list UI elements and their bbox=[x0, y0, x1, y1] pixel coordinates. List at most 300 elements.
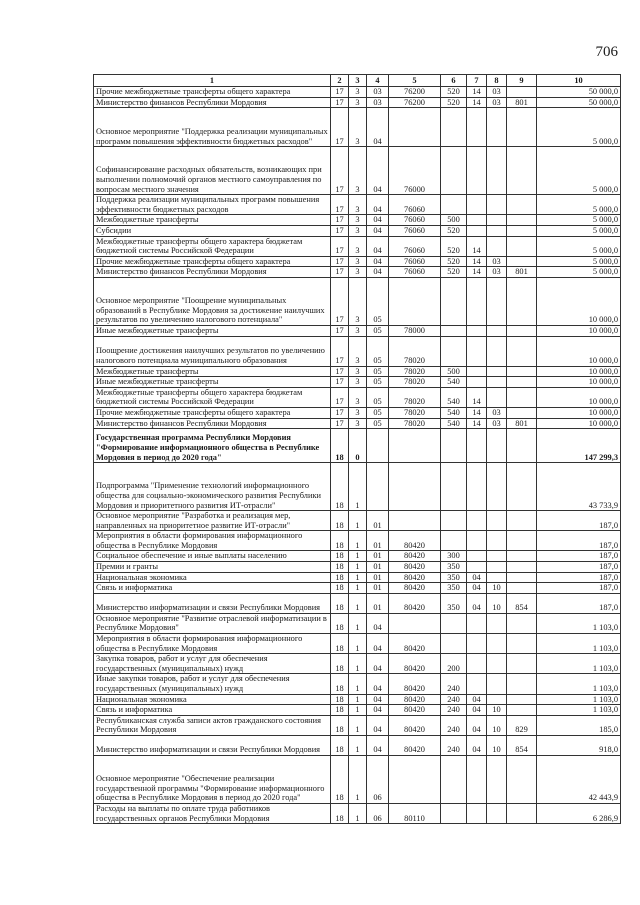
column-header-grp: 2 bbox=[331, 75, 349, 87]
cell-exp-type: 520 bbox=[441, 267, 467, 278]
cell-name: Министерство финансов Республики Мордовия bbox=[94, 97, 331, 108]
cell-grp: 18 bbox=[331, 715, 349, 735]
cell-subsection bbox=[487, 755, 507, 803]
cell-sub: 3 bbox=[349, 418, 367, 429]
cell-event: 04 bbox=[367, 715, 389, 735]
cell-event: 03 bbox=[367, 87, 389, 98]
cell-grp: 18 bbox=[331, 511, 349, 531]
table-row bbox=[94, 562, 621, 573]
cell-direction: 76000 bbox=[389, 147, 441, 195]
cell-exp-type bbox=[441, 634, 467, 654]
cell-grp: 17 bbox=[331, 87, 349, 98]
cell-exp-type: 540 bbox=[441, 418, 467, 429]
table-row bbox=[94, 215, 621, 226]
cell-section bbox=[467, 325, 487, 336]
table-row bbox=[94, 267, 621, 278]
cell-ministry: 801 bbox=[507, 97, 537, 108]
cell-subsection bbox=[487, 377, 507, 388]
cell-ministry bbox=[507, 256, 537, 267]
cell-event: 06 bbox=[367, 803, 389, 823]
cell-exp-type: 350 bbox=[441, 562, 467, 573]
cell-event: 05 bbox=[367, 387, 389, 407]
cell-ministry bbox=[507, 366, 537, 377]
cell-sub: 1 bbox=[349, 694, 367, 705]
cell-event: 05 bbox=[367, 336, 389, 366]
cell-direction: 80420 bbox=[389, 705, 441, 716]
table-row bbox=[94, 195, 621, 215]
cell-subsection bbox=[487, 387, 507, 407]
table-row bbox=[94, 377, 621, 388]
cell-event: 05 bbox=[367, 407, 389, 418]
cell-ministry bbox=[507, 572, 537, 583]
cell-amount: 10 000,0 bbox=[537, 377, 621, 388]
cell-subsection bbox=[487, 613, 507, 633]
cell-sub: 3 bbox=[349, 225, 367, 236]
cell-ministry bbox=[507, 325, 537, 336]
cell-sub: 1 bbox=[349, 593, 367, 613]
cell-subsection: 03 bbox=[487, 87, 507, 98]
cell-sub: 0 bbox=[349, 429, 367, 463]
cell-grp: 18 bbox=[331, 429, 349, 463]
cell-amount: 187,0 bbox=[537, 593, 621, 613]
cell-ministry bbox=[507, 215, 537, 226]
cell-section bbox=[467, 531, 487, 551]
cell-ministry bbox=[507, 429, 537, 463]
cell-name: Основное мероприятие "Поддержка реализации муниципальных программ повышения эффективности бюджетных расходов" bbox=[94, 108, 331, 147]
cell-name: Межбюджетные трансферты общего характера бюджетам бюджетной системы Российской Федерации bbox=[94, 236, 331, 256]
cell-amount: 43 733,9 bbox=[537, 463, 621, 511]
cell-section: 04 bbox=[467, 593, 487, 613]
cell-section bbox=[467, 463, 487, 511]
cell-grp: 17 bbox=[331, 325, 349, 336]
cell-sub: 3 bbox=[349, 147, 367, 195]
cell-exp-type: 350 bbox=[441, 593, 467, 613]
cell-subsection bbox=[487, 634, 507, 654]
cell-section bbox=[467, 803, 487, 823]
cell-direction: 80420 bbox=[389, 715, 441, 735]
cell-exp-type: 540 bbox=[441, 387, 467, 407]
cell-grp: 17 bbox=[331, 267, 349, 278]
cell-grp: 17 bbox=[331, 256, 349, 267]
table-row bbox=[94, 705, 621, 716]
cell-sub: 3 bbox=[349, 407, 367, 418]
cell-subsection bbox=[487, 108, 507, 147]
cell-subsection: 10 bbox=[487, 735, 507, 755]
table-row bbox=[94, 256, 621, 267]
cell-direction: 76060 bbox=[389, 225, 441, 236]
cell-ministry bbox=[507, 377, 537, 388]
cell-section: 14 bbox=[467, 407, 487, 418]
cell-section: 14 bbox=[467, 418, 487, 429]
table-row bbox=[94, 97, 621, 108]
table-row bbox=[94, 755, 621, 803]
cell-name: Иные межбюджетные трансферты bbox=[94, 377, 331, 388]
cell-event: 04 bbox=[367, 225, 389, 236]
cell-event: 03 bbox=[367, 97, 389, 108]
cell-subsection bbox=[487, 463, 507, 511]
cell-section bbox=[467, 195, 487, 215]
column-header-exp-type: 6 bbox=[441, 75, 467, 87]
cell-amount: 10 000,0 bbox=[537, 325, 621, 336]
cell-name: Софинансирование расходных обязательств, возникающих при выполнении полномочий органов местного самоуправления по вопросам местного значения bbox=[94, 147, 331, 195]
cell-name: Основное мероприятие "Обеспечение реализации государственной программы "Формирование информационного общества в Республике Мордовия в период до 2020 года" bbox=[94, 755, 331, 803]
cell-grp: 18 bbox=[331, 634, 349, 654]
cell-event: 01 bbox=[367, 531, 389, 551]
cell-sub: 1 bbox=[349, 715, 367, 735]
cell-exp-type: 240 bbox=[441, 674, 467, 694]
page-number: 706 bbox=[595, 44, 618, 60]
cell-subsection bbox=[487, 147, 507, 195]
cell-amount: 5 000,0 bbox=[537, 108, 621, 147]
cell-event: 04 bbox=[367, 108, 389, 147]
cell-subsection bbox=[487, 572, 507, 583]
cell-exp-type: 540 bbox=[441, 407, 467, 418]
cell-exp-type bbox=[441, 755, 467, 803]
cell-exp-type bbox=[441, 277, 467, 325]
cell-exp-type: 300 bbox=[441, 551, 467, 562]
cell-section: 14 bbox=[467, 97, 487, 108]
cell-subsection: 10 bbox=[487, 593, 507, 613]
cell-grp: 17 bbox=[331, 418, 349, 429]
cell-direction: 80420 bbox=[389, 583, 441, 594]
column-header-sub: 3 bbox=[349, 75, 367, 87]
cell-section bbox=[467, 336, 487, 366]
table-row bbox=[94, 463, 621, 511]
cell-subsection bbox=[487, 511, 507, 531]
cell-exp-type: 240 bbox=[441, 715, 467, 735]
cell-event: 04 bbox=[367, 147, 389, 195]
cell-sub: 3 bbox=[349, 97, 367, 108]
cell-sub: 1 bbox=[349, 613, 367, 633]
cell-direction: 78000 bbox=[389, 325, 441, 336]
cell-grp: 17 bbox=[331, 366, 349, 377]
cell-subsection: 10 bbox=[487, 583, 507, 594]
cell-subsection bbox=[487, 277, 507, 325]
cell-direction: 80420 bbox=[389, 654, 441, 674]
cell-exp-type: 240 bbox=[441, 694, 467, 705]
cell-event: 06 bbox=[367, 755, 389, 803]
cell-section: 14 bbox=[467, 267, 487, 278]
cell-sub: 1 bbox=[349, 463, 367, 511]
cell-exp-type: 500 bbox=[441, 215, 467, 226]
cell-amount: 5 000,0 bbox=[537, 215, 621, 226]
cell-subsection bbox=[487, 236, 507, 256]
cell-direction: 80420 bbox=[389, 562, 441, 573]
cell-sub: 3 bbox=[349, 87, 367, 98]
cell-name: Премии и гранты bbox=[94, 562, 331, 573]
cell-sub: 1 bbox=[349, 654, 367, 674]
cell-section bbox=[467, 755, 487, 803]
cell-amount: 1 103,0 bbox=[537, 654, 621, 674]
cell-name: Межбюджетные трансферты bbox=[94, 366, 331, 377]
cell-ministry bbox=[507, 583, 537, 594]
cell-name: Субсидии bbox=[94, 225, 331, 236]
cell-grp: 17 bbox=[331, 336, 349, 366]
cell-event: 05 bbox=[367, 418, 389, 429]
cell-section bbox=[467, 225, 487, 236]
cell-event: 01 bbox=[367, 562, 389, 573]
cell-ministry bbox=[507, 236, 537, 256]
cell-name: Мероприятия в области формирования информационного общества в Республике Мордовия bbox=[94, 531, 331, 551]
cell-sub: 1 bbox=[349, 755, 367, 803]
cell-amount: 10 000,0 bbox=[537, 277, 621, 325]
cell-subsection bbox=[487, 366, 507, 377]
cell-exp-type: 520 bbox=[441, 97, 467, 108]
cell-section bbox=[467, 215, 487, 226]
cell-event: 05 bbox=[367, 325, 389, 336]
cell-grp: 18 bbox=[331, 674, 349, 694]
cell-name: Иные межбюджетные трансферты bbox=[94, 325, 331, 336]
table-row bbox=[94, 511, 621, 531]
table-row bbox=[94, 735, 621, 755]
cell-amount: 918,0 bbox=[537, 735, 621, 755]
cell-section: 14 bbox=[467, 256, 487, 267]
cell-section bbox=[467, 562, 487, 573]
table-row bbox=[94, 654, 621, 674]
cell-ministry bbox=[507, 108, 537, 147]
cell-ministry bbox=[507, 562, 537, 573]
cell-event: 05 bbox=[367, 277, 389, 325]
cell-sub: 3 bbox=[349, 267, 367, 278]
cell-name: Прочие межбюджетные трансферты общего характера bbox=[94, 256, 331, 267]
cell-direction bbox=[389, 755, 441, 803]
table-row bbox=[94, 325, 621, 336]
table-row bbox=[94, 225, 621, 236]
table-row bbox=[94, 634, 621, 654]
cell-name: Национальная экономика bbox=[94, 694, 331, 705]
cell-sub: 3 bbox=[349, 277, 367, 325]
cell-ministry bbox=[507, 705, 537, 716]
cell-subsection: 03 bbox=[487, 418, 507, 429]
cell-exp-type: 350 bbox=[441, 583, 467, 594]
cell-direction: 80420 bbox=[389, 593, 441, 613]
cell-event: 01 bbox=[367, 511, 389, 531]
cell-event: 04 bbox=[367, 215, 389, 226]
column-header-direction: 5 bbox=[389, 75, 441, 87]
cell-subsection bbox=[487, 551, 507, 562]
cell-subsection: 03 bbox=[487, 267, 507, 278]
cell-event bbox=[367, 429, 389, 463]
cell-ministry bbox=[507, 195, 537, 215]
cell-direction: 76060 bbox=[389, 267, 441, 278]
cell-amount: 10 000,0 bbox=[537, 366, 621, 377]
cell-exp-type: 500 bbox=[441, 366, 467, 377]
cell-name: Мероприятия в области формирования информационного общества в Республике Мордовия bbox=[94, 634, 331, 654]
cell-direction: 80420 bbox=[389, 572, 441, 583]
cell-grp: 17 bbox=[331, 225, 349, 236]
cell-name: Подпрограмма "Применение технологий информационного общества для социально-экономического развития Республики Мордовия и приоритетного развития ИТ-отрасли" bbox=[94, 463, 331, 511]
cell-amount: 5 000,0 bbox=[537, 236, 621, 256]
cell-sub: 3 bbox=[349, 366, 367, 377]
cell-ministry bbox=[507, 225, 537, 236]
cell-section: 14 bbox=[467, 87, 487, 98]
cell-section bbox=[467, 511, 487, 531]
cell-subsection: 03 bbox=[487, 256, 507, 267]
cell-name: Республиканская служба записи актов гражданского состояния Республики Мордовия bbox=[94, 715, 331, 735]
cell-subsection bbox=[487, 674, 507, 694]
table-row bbox=[94, 572, 621, 583]
cell-amount: 187,0 bbox=[537, 531, 621, 551]
cell-grp: 17 bbox=[331, 387, 349, 407]
cell-name: Государственная программа Республики Мордовия "Формирование информационного общества в Республике Мордовия в период до 2020 года" bbox=[94, 429, 331, 463]
cell-section: 04 bbox=[467, 735, 487, 755]
cell-event: 05 bbox=[367, 366, 389, 377]
cell-grp: 18 bbox=[331, 735, 349, 755]
cell-direction: 78020 bbox=[389, 387, 441, 407]
cell-sub: 3 bbox=[349, 387, 367, 407]
cell-sub: 3 bbox=[349, 336, 367, 366]
cell-name: Основное мероприятие "Поощрение муниципальных образований в Республике Мордовия за достижение наилучших результатов по увеличению налогового потенциала" bbox=[94, 277, 331, 325]
cell-amount: 10 000,0 bbox=[537, 407, 621, 418]
cell-section: 04 bbox=[467, 583, 487, 594]
cell-subsection: 10 bbox=[487, 705, 507, 716]
cell-direction: 80420 bbox=[389, 551, 441, 562]
cell-subsection bbox=[487, 429, 507, 463]
cell-ministry bbox=[507, 694, 537, 705]
table-row bbox=[94, 236, 621, 256]
cell-grp: 17 bbox=[331, 147, 349, 195]
cell-exp-type bbox=[441, 803, 467, 823]
cell-grp: 18 bbox=[331, 562, 349, 573]
cell-subsection bbox=[487, 225, 507, 236]
cell-event: 04 bbox=[367, 705, 389, 716]
cell-name: Связь и информатика bbox=[94, 583, 331, 594]
cell-amount: 187,0 bbox=[537, 572, 621, 583]
cell-amount: 1 103,0 bbox=[537, 705, 621, 716]
cell-grp: 18 bbox=[331, 551, 349, 562]
cell-event: 01 bbox=[367, 572, 389, 583]
cell-event: 01 bbox=[367, 593, 389, 613]
cell-direction: 78020 bbox=[389, 366, 441, 377]
cell-ministry: 854 bbox=[507, 593, 537, 613]
cell-section bbox=[467, 277, 487, 325]
cell-direction bbox=[389, 108, 441, 147]
table-row bbox=[94, 366, 621, 377]
cell-ministry bbox=[507, 277, 537, 325]
cell-direction: 78020 bbox=[389, 407, 441, 418]
cell-amount: 185,0 bbox=[537, 715, 621, 735]
column-header-ministry: 9 bbox=[507, 75, 537, 87]
cell-exp-type: 540 bbox=[441, 377, 467, 388]
cell-section: 04 bbox=[467, 705, 487, 716]
cell-amount: 5 000,0 bbox=[537, 267, 621, 278]
cell-sub: 1 bbox=[349, 705, 367, 716]
cell-amount: 5 000,0 bbox=[537, 147, 621, 195]
budget-table bbox=[93, 74, 621, 824]
cell-direction: 76200 bbox=[389, 97, 441, 108]
cell-section bbox=[467, 654, 487, 674]
cell-name: Закупка товаров, работ и услуг для обеспечения государственных (муниципальных) нужд bbox=[94, 654, 331, 674]
table-row bbox=[94, 336, 621, 366]
cell-grp: 18 bbox=[331, 803, 349, 823]
cell-exp-type bbox=[441, 108, 467, 147]
table-row bbox=[94, 583, 621, 594]
cell-amount: 10 000,0 bbox=[537, 336, 621, 366]
table-row bbox=[94, 551, 621, 562]
cell-name: Межбюджетные трансферты bbox=[94, 215, 331, 226]
table-row bbox=[94, 531, 621, 551]
cell-section: 04 bbox=[467, 694, 487, 705]
cell-name: Прочие межбюджетные трансферты общего характера bbox=[94, 87, 331, 98]
cell-direction: 80420 bbox=[389, 531, 441, 551]
cell-event: 04 bbox=[367, 654, 389, 674]
cell-ministry bbox=[507, 147, 537, 195]
cell-subsection bbox=[487, 803, 507, 823]
cell-direction: 78020 bbox=[389, 336, 441, 366]
cell-direction: 78020 bbox=[389, 377, 441, 388]
cell-grp: 17 bbox=[331, 215, 349, 226]
cell-amount: 187,0 bbox=[537, 583, 621, 594]
cell-section bbox=[467, 674, 487, 694]
cell-exp-type bbox=[441, 325, 467, 336]
cell-ministry bbox=[507, 755, 537, 803]
table-row bbox=[94, 108, 621, 147]
cell-section: 14 bbox=[467, 236, 487, 256]
cell-exp-type: 520 bbox=[441, 256, 467, 267]
cell-ministry bbox=[507, 613, 537, 633]
table-row bbox=[94, 87, 621, 98]
cell-amount: 10 000,0 bbox=[537, 418, 621, 429]
cell-grp: 18 bbox=[331, 694, 349, 705]
cell-name: Поддержка реализации муниципальных программ повышения эффективности бюджетных расходов bbox=[94, 195, 331, 215]
cell-ministry bbox=[507, 87, 537, 98]
cell-name: Основное мероприятие "Разработка и реализация мер, направленных на приоритетное развитие ИТ-отрасли" bbox=[94, 511, 331, 531]
cell-event: 01 bbox=[367, 551, 389, 562]
cell-ministry bbox=[507, 531, 537, 551]
cell-section: 04 bbox=[467, 572, 487, 583]
cell-amount: 5 000,0 bbox=[537, 225, 621, 236]
cell-direction: 76060 bbox=[389, 195, 441, 215]
cell-exp-type: 520 bbox=[441, 236, 467, 256]
cell-name: Связь и информатика bbox=[94, 705, 331, 716]
table-row bbox=[94, 418, 621, 429]
cell-direction: 78020 bbox=[389, 418, 441, 429]
cell-name: Социальное обеспечение и иные выплаты населению bbox=[94, 551, 331, 562]
cell-ministry bbox=[507, 674, 537, 694]
cell-grp: 17 bbox=[331, 377, 349, 388]
cell-ministry: 801 bbox=[507, 418, 537, 429]
cell-subsection bbox=[487, 215, 507, 226]
cell-direction: 80420 bbox=[389, 735, 441, 755]
cell-sub: 3 bbox=[349, 377, 367, 388]
table-row bbox=[94, 277, 621, 325]
cell-name: Министерство информатизации и связи Республики Мордовия bbox=[94, 593, 331, 613]
cell-exp-type: 240 bbox=[441, 735, 467, 755]
cell-amount: 6 286,9 bbox=[537, 803, 621, 823]
table-row bbox=[94, 715, 621, 735]
cell-name: Министерство финансов Республики Мордовия bbox=[94, 267, 331, 278]
cell-amount: 5 000,0 bbox=[537, 256, 621, 267]
cell-direction bbox=[389, 429, 441, 463]
cell-sub: 1 bbox=[349, 511, 367, 531]
cell-grp: 18 bbox=[331, 654, 349, 674]
cell-exp-type bbox=[441, 511, 467, 531]
cell-event: 05 bbox=[367, 377, 389, 388]
cell-ministry bbox=[507, 803, 537, 823]
cell-grp: 17 bbox=[331, 236, 349, 256]
cell-subsection: 10 bbox=[487, 715, 507, 735]
cell-ministry: 801 bbox=[507, 267, 537, 278]
cell-grp: 17 bbox=[331, 97, 349, 108]
cell-name: Основное мероприятие "Развитие отраслевой информатизации в Республике Мордовия" bbox=[94, 613, 331, 633]
table-row bbox=[94, 593, 621, 613]
cell-ministry bbox=[507, 511, 537, 531]
cell-sub: 1 bbox=[349, 634, 367, 654]
cell-sub: 3 bbox=[349, 195, 367, 215]
cell-ministry bbox=[507, 463, 537, 511]
cell-subsection bbox=[487, 562, 507, 573]
cell-amount: 187,0 bbox=[537, 551, 621, 562]
